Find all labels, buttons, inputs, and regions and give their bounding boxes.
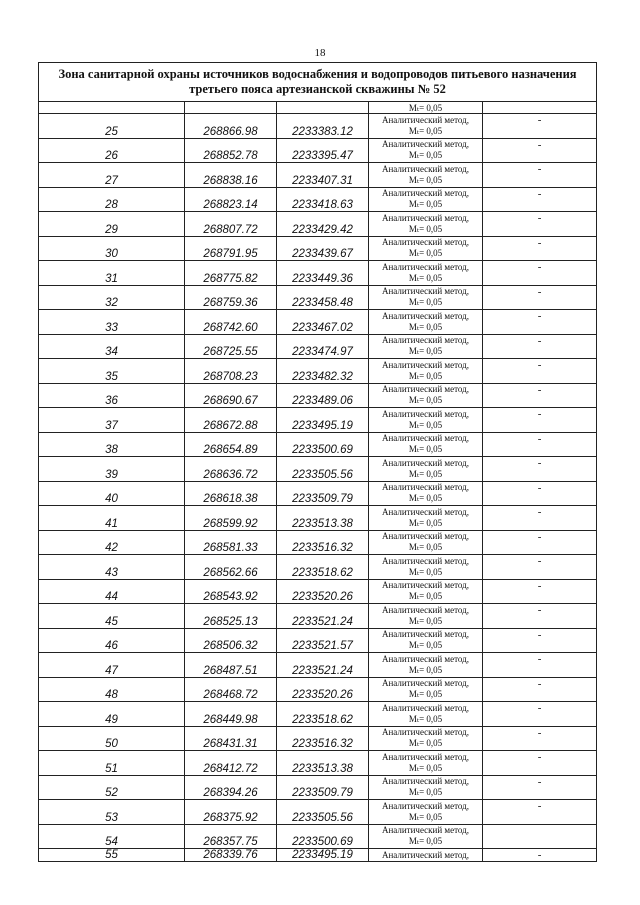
dash-cell: - bbox=[483, 555, 597, 580]
point-number: 33 bbox=[39, 310, 185, 335]
method-cell bbox=[369, 212, 483, 237]
point-number: 52 bbox=[39, 775, 185, 800]
dash-cell: - bbox=[483, 702, 597, 727]
accuracy-text: Мₜ= 0,05 bbox=[408, 321, 443, 332]
table-row bbox=[39, 653, 597, 678]
table-row bbox=[39, 628, 597, 653]
accuracy-text: Мₜ= 0,05 bbox=[408, 640, 443, 651]
accuracy-text: Мₜ= 0,05 bbox=[408, 468, 443, 479]
method-cell bbox=[369, 702, 483, 727]
coordinate-y: 2233521.57 bbox=[277, 628, 369, 653]
dash-cell: - bbox=[483, 163, 597, 188]
table-row bbox=[39, 408, 597, 433]
accuracy-text: Мₜ= 0,05 bbox=[408, 566, 443, 577]
dash-cell: - bbox=[483, 187, 597, 212]
coordinate-y: 2233520.26 bbox=[277, 677, 369, 702]
coordinate-x: 268357.75 bbox=[185, 824, 277, 849]
method-cell bbox=[369, 261, 483, 286]
method-text: Аналитический метод, bbox=[381, 139, 470, 150]
coordinate-y: 2233516.32 bbox=[277, 530, 369, 555]
method-text: Аналитический метод, bbox=[381, 629, 470, 640]
accuracy-text: Мₜ= 0,05 bbox=[408, 150, 443, 161]
coordinate-y: 2233495.19 bbox=[277, 408, 369, 433]
point-number: 49 bbox=[39, 702, 185, 727]
coordinate-y: 2233505.56 bbox=[277, 457, 369, 482]
accuracy-text: Мₜ= 0,05 bbox=[408, 174, 443, 185]
accuracy-text: Мₜ= 0,05 bbox=[408, 297, 443, 308]
point-number: 27 bbox=[39, 163, 185, 188]
accuracy-text: Мₜ= 0,05 bbox=[408, 370, 443, 381]
dash-cell: - bbox=[483, 236, 597, 261]
table-row bbox=[39, 726, 597, 751]
method-text: Аналитический метод, bbox=[381, 580, 470, 591]
accuracy-text: Мₜ= 0,05 bbox=[408, 811, 443, 822]
table-row bbox=[39, 432, 597, 457]
coordinate-x: 268690.67 bbox=[185, 383, 277, 408]
accuracy-text: Мₜ= 0,05 bbox=[408, 517, 443, 528]
continuation-method-cell: Мₜ= 0,05 bbox=[369, 102, 483, 114]
point-number: 45 bbox=[39, 604, 185, 629]
method-cell bbox=[369, 383, 483, 408]
coordinate-x: 268807.72 bbox=[185, 212, 277, 237]
method-text: Аналитический метод, bbox=[381, 555, 470, 566]
method-cell bbox=[369, 653, 483, 678]
method-cell bbox=[369, 726, 483, 751]
dash-cell: - bbox=[483, 751, 597, 776]
dash-cell: - bbox=[483, 800, 597, 825]
coordinate-x: 268449.98 bbox=[185, 702, 277, 727]
table-row bbox=[39, 163, 597, 188]
method-text: Аналитический метод, bbox=[381, 114, 470, 125]
dash-cell: - bbox=[483, 775, 597, 800]
coordinate-y: 2233474.97 bbox=[277, 334, 369, 359]
method-text: Аналитический метод, bbox=[381, 237, 470, 248]
dash-cell: - bbox=[483, 285, 597, 310]
point-number: 30 bbox=[39, 236, 185, 261]
point-number: 32 bbox=[39, 285, 185, 310]
point-number: 53 bbox=[39, 800, 185, 825]
point-number: 37 bbox=[39, 408, 185, 433]
dash-cell: - bbox=[483, 628, 597, 653]
accuracy-text: Мₜ= 0,05 bbox=[408, 444, 443, 455]
table-row bbox=[39, 555, 597, 580]
dash-cell: - bbox=[483, 408, 597, 433]
coordinate-y: 2233513.38 bbox=[277, 751, 369, 776]
method-text: Аналитический метод, bbox=[381, 727, 470, 738]
point-number: 34 bbox=[39, 334, 185, 359]
dash-cell: - bbox=[483, 359, 597, 384]
coordinate-x: 268468.72 bbox=[185, 677, 277, 702]
dash-cell: - bbox=[483, 114, 597, 139]
coordinate-x: 268618.38 bbox=[185, 481, 277, 506]
dash-cell: - bbox=[483, 506, 597, 531]
table-row bbox=[39, 481, 597, 506]
coordinate-x: 268866.98 bbox=[185, 114, 277, 139]
accuracy-text: Мₜ= 0,05 bbox=[408, 542, 443, 553]
coordinate-x: 268725.55 bbox=[185, 334, 277, 359]
point-number: 51 bbox=[39, 751, 185, 776]
page-number: 18 bbox=[314, 47, 326, 59]
coordinate-y: 2233518.62 bbox=[277, 702, 369, 727]
coordinate-y: 2233407.31 bbox=[277, 163, 369, 188]
coordinate-x: 268487.51 bbox=[185, 653, 277, 678]
accuracy-text: Мₜ= 0,05 bbox=[408, 199, 443, 210]
coordinate-x: 268412.72 bbox=[185, 751, 277, 776]
table-row bbox=[39, 138, 597, 163]
dash-cell: - bbox=[483, 310, 597, 335]
method-cell bbox=[369, 604, 483, 629]
method-cell bbox=[369, 408, 483, 433]
coordinate-x: 268375.92 bbox=[185, 800, 277, 825]
table-row bbox=[39, 702, 597, 727]
table-row bbox=[39, 677, 597, 702]
dash-cell: - bbox=[483, 530, 597, 555]
table-row bbox=[39, 579, 597, 604]
method-text: Аналитический метод, bbox=[381, 482, 470, 493]
coordinate-y: 2233500.69 bbox=[277, 824, 369, 849]
method-text: Аналитический метод, bbox=[381, 531, 470, 542]
accuracy-text: Мₜ= 0,05 bbox=[408, 272, 443, 283]
coordinate-y: 2233383.12 bbox=[277, 114, 369, 139]
table-row bbox=[39, 800, 597, 825]
accuracy-text: Мₜ= 0,05 bbox=[408, 664, 443, 675]
table-row bbox=[39, 751, 597, 776]
coordinate-y: 2233513.38 bbox=[277, 506, 369, 531]
point-number: 25 bbox=[39, 114, 185, 139]
accuracy-text: Мₜ= 0,05 bbox=[408, 713, 443, 724]
method-text: Аналитический метод, bbox=[381, 188, 470, 199]
coordinate-x: 268394.26 bbox=[185, 775, 277, 800]
coordinate-y: 2233489.06 bbox=[277, 383, 369, 408]
point-number: 36 bbox=[39, 383, 185, 408]
dash-cell: - bbox=[483, 212, 597, 237]
coordinate-y: 2233521.24 bbox=[277, 653, 369, 678]
method-text: Аналитический метод, bbox=[381, 408, 470, 419]
accuracy-text: Мₜ= 0,05 bbox=[408, 689, 443, 700]
point-number: 40 bbox=[39, 481, 185, 506]
method-cell bbox=[369, 628, 483, 653]
point-number: 26 bbox=[39, 138, 185, 163]
coordinate-y: 2233418.63 bbox=[277, 187, 369, 212]
table-row bbox=[39, 457, 597, 482]
table-row bbox=[39, 604, 597, 629]
method-text: Аналитический метод, bbox=[381, 751, 470, 762]
coordinate-y: 2233521.24 bbox=[277, 604, 369, 629]
point-number: 55 bbox=[39, 849, 185, 862]
coordinate-y: 2233467.02 bbox=[277, 310, 369, 335]
method-text: Аналитический метод, bbox=[381, 286, 470, 297]
point-number: 50 bbox=[39, 726, 185, 751]
coordinate-y: 2233449.36 bbox=[277, 261, 369, 286]
point-number: 43 bbox=[39, 555, 185, 580]
coordinate-x: 268838.16 bbox=[185, 163, 277, 188]
coordinate-y: 2233520.26 bbox=[277, 579, 369, 604]
accuracy-text: Мₜ= 0,05 bbox=[408, 395, 443, 406]
dash-cell: - bbox=[483, 726, 597, 751]
method-cell bbox=[369, 555, 483, 580]
method-cell bbox=[369, 800, 483, 825]
method-cell bbox=[369, 751, 483, 776]
coordinate-x: 268654.89 bbox=[185, 432, 277, 457]
method-text: Аналитический метод, bbox=[381, 678, 470, 689]
table-row bbox=[39, 261, 597, 286]
coordinate-y: 2233482.32 bbox=[277, 359, 369, 384]
dash-cell bbox=[483, 824, 597, 849]
point-number: 29 bbox=[39, 212, 185, 237]
table-row bbox=[39, 187, 597, 212]
coordinate-x: 268791.95 bbox=[185, 236, 277, 261]
accuracy-text: Мₜ= 0,05 bbox=[408, 419, 443, 430]
table-row bbox=[39, 212, 597, 237]
method-cell bbox=[369, 775, 483, 800]
accuracy-text: Мₜ= 0,05 bbox=[408, 836, 443, 847]
coordinate-y: 2233429.42 bbox=[277, 212, 369, 237]
coordinate-y: 2233458.48 bbox=[277, 285, 369, 310]
method-text: Аналитический метод, bbox=[381, 384, 470, 395]
point-number: 38 bbox=[39, 432, 185, 457]
dash-cell: - bbox=[483, 138, 597, 163]
method-cell bbox=[369, 432, 483, 457]
coordinate-x: 268823.14 bbox=[185, 187, 277, 212]
accuracy-text: Мₜ= 0,05 bbox=[408, 615, 443, 626]
dash-cell: - bbox=[483, 457, 597, 482]
accuracy-text: Мₜ= 0,05 bbox=[408, 493, 443, 504]
method-cell bbox=[369, 163, 483, 188]
point-number: 35 bbox=[39, 359, 185, 384]
coordinate-y: 2233509.79 bbox=[277, 775, 369, 800]
dash-cell: - bbox=[483, 261, 597, 286]
coordinate-x: 268581.33 bbox=[185, 530, 277, 555]
method-cell bbox=[369, 824, 483, 849]
method-text: Аналитический метод, bbox=[381, 653, 470, 664]
method-cell bbox=[369, 236, 483, 261]
coordinate-y: 2233495.19 bbox=[277, 849, 369, 862]
method-text: Аналитический метод, bbox=[381, 825, 470, 836]
method-text: Аналитический метод, bbox=[381, 506, 470, 517]
table-row bbox=[39, 824, 597, 849]
method-cell bbox=[369, 457, 483, 482]
method-text: Аналитический метод, bbox=[381, 604, 470, 615]
coordinate-x: 268759.36 bbox=[185, 285, 277, 310]
method-cell: Аналитический метод, bbox=[369, 849, 483, 862]
method-text: Аналитический метод, bbox=[381, 776, 470, 787]
coordinate-x: 268599.92 bbox=[185, 506, 277, 531]
table-row bbox=[39, 849, 597, 862]
dash-cell: - bbox=[483, 432, 597, 457]
table-row bbox=[39, 775, 597, 800]
coordinate-y: 2233516.32 bbox=[277, 726, 369, 751]
table-row bbox=[39, 236, 597, 261]
method-cell bbox=[369, 677, 483, 702]
continuation-row bbox=[39, 102, 597, 114]
coordinate-y: 2233518.62 bbox=[277, 555, 369, 580]
table-row bbox=[39, 334, 597, 359]
point-number: 31 bbox=[39, 261, 185, 286]
table-row bbox=[39, 359, 597, 384]
accuracy-text: Мₜ= 0,05 bbox=[408, 591, 443, 602]
coordinate-y: 2233509.79 bbox=[277, 481, 369, 506]
table-row bbox=[39, 383, 597, 408]
method-cell bbox=[369, 187, 483, 212]
point-number: 42 bbox=[39, 530, 185, 555]
dash-cell: - bbox=[483, 579, 597, 604]
point-number: 28 bbox=[39, 187, 185, 212]
method-cell bbox=[369, 530, 483, 555]
table-row bbox=[39, 530, 597, 555]
point-number: 54 bbox=[39, 824, 185, 849]
dash-cell: - bbox=[483, 481, 597, 506]
coordinate-x: 268672.88 bbox=[185, 408, 277, 433]
method-cell bbox=[369, 334, 483, 359]
dash-cell: - bbox=[483, 334, 597, 359]
method-text: Аналитический метод, bbox=[381, 261, 470, 272]
coordinate-x: 268543.92 bbox=[185, 579, 277, 604]
point-number: 41 bbox=[39, 506, 185, 531]
accuracy-text: Мₜ= 0,05 bbox=[408, 248, 443, 259]
coordinate-y: 2233439.67 bbox=[277, 236, 369, 261]
table-row bbox=[39, 285, 597, 310]
method-cell bbox=[369, 285, 483, 310]
method-text: Аналитический метод, bbox=[381, 359, 470, 370]
coordinate-x: 268562.66 bbox=[185, 555, 277, 580]
dash-cell: - bbox=[483, 383, 597, 408]
accuracy-text: Мₜ= 0,05 bbox=[408, 762, 443, 773]
point-number: 47 bbox=[39, 653, 185, 678]
dash-cell: - bbox=[483, 653, 597, 678]
method-cell bbox=[369, 359, 483, 384]
coordinate-x: 268708.23 bbox=[185, 359, 277, 384]
accuracy-text: Мₜ= 0,05 bbox=[408, 125, 443, 136]
table-row bbox=[39, 114, 597, 139]
accuracy-text: Мₜ= 0,05 bbox=[408, 346, 443, 357]
method-text: Аналитический метод, bbox=[381, 800, 470, 811]
accuracy-text: Мₜ= 0,05 bbox=[408, 223, 443, 234]
method-text: Аналитический метод, bbox=[381, 702, 470, 713]
dash-cell: - bbox=[483, 849, 597, 862]
document-title: Зона санитарной охраны источников водоснабжения и водопроводов питьевого назначения третьего пояса артезианской скважины № 52 bbox=[39, 63, 597, 102]
coordinate-x: 268852.78 bbox=[185, 138, 277, 163]
method-cell bbox=[369, 506, 483, 531]
table-title-row bbox=[39, 63, 597, 102]
coordinates-table bbox=[38, 62, 597, 862]
method-cell bbox=[369, 310, 483, 335]
accuracy-text: Мₜ= 0,05 bbox=[408, 738, 443, 749]
method-text: Аналитический метод, bbox=[381, 335, 470, 346]
accuracy-text: Мₜ= 0,05 bbox=[408, 787, 443, 798]
point-number: 46 bbox=[39, 628, 185, 653]
coordinate-x: 268636.72 bbox=[185, 457, 277, 482]
method-cell bbox=[369, 579, 483, 604]
method-text: Аналитический метод, bbox=[381, 457, 470, 468]
coordinate-y: 2233500.69 bbox=[277, 432, 369, 457]
point-number: 48 bbox=[39, 677, 185, 702]
method-text: Аналитический метод, bbox=[381, 163, 470, 174]
table-row bbox=[39, 310, 597, 335]
coordinate-y: 2233395.47 bbox=[277, 138, 369, 163]
coordinate-x: 268339.76 bbox=[185, 849, 277, 862]
method-cell bbox=[369, 138, 483, 163]
point-number: 44 bbox=[39, 579, 185, 604]
method-text: Аналитический метод, bbox=[381, 310, 470, 321]
coordinate-x: 268431.31 bbox=[185, 726, 277, 751]
method-text: Аналитический метод, bbox=[381, 212, 470, 223]
coordinate-x: 268525.13 bbox=[185, 604, 277, 629]
coordinate-y: 2233505.56 bbox=[277, 800, 369, 825]
coordinate-x: 268506.32 bbox=[185, 628, 277, 653]
dash-cell: - bbox=[483, 677, 597, 702]
method-cell bbox=[369, 481, 483, 506]
table-row bbox=[39, 506, 597, 531]
coordinate-x: 268742.60 bbox=[185, 310, 277, 335]
method-cell bbox=[369, 114, 483, 139]
method-text: Аналитический метод, bbox=[381, 433, 470, 444]
coordinate-x: 268775.82 bbox=[185, 261, 277, 286]
dash-cell: - bbox=[483, 604, 597, 629]
point-number: 39 bbox=[39, 457, 185, 482]
